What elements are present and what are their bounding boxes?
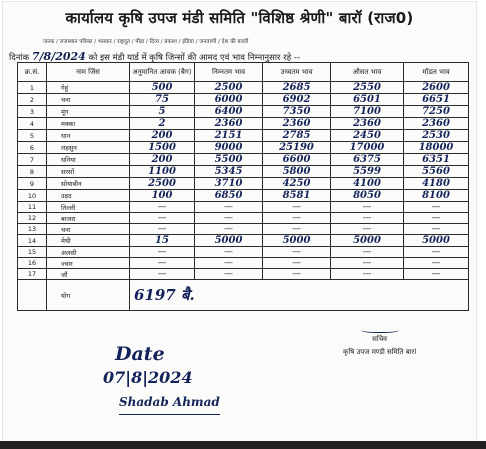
cell-min: 2500 (195, 82, 263, 94)
table-row (18, 118, 469, 130)
cell-avg: 2450 (331, 130, 404, 142)
cell-arrival: 100 (130, 190, 195, 202)
cell-min: — (195, 202, 263, 213)
cell-model: — (404, 258, 469, 269)
cell-avg: 2550 (331, 82, 404, 94)
cell-avg: — (331, 258, 404, 269)
cell-arrival: 200 (130, 130, 195, 142)
col-arrival: अनुमानित आवक (बैग) (130, 63, 195, 82)
cell-arrival: 1100 (130, 166, 195, 178)
cell-avg: — (331, 224, 404, 235)
cell-min: 5000 (195, 235, 263, 247)
cell-min: 3710 (195, 178, 263, 190)
cell-sno: 1 (18, 82, 47, 94)
cell-model: 7250 (404, 106, 469, 118)
cell-avg: 6375 (331, 154, 404, 166)
cell-crop: ज्वार (47, 258, 130, 269)
cell-crop: चना (47, 224, 130, 235)
cell-arrival: 2 (130, 118, 195, 130)
table-row (18, 224, 469, 235)
col-avg-price: औसत भाव (331, 63, 404, 82)
cell-crop: मक्का (47, 118, 130, 130)
cell-sno: 4 (18, 118, 47, 130)
cell-model: — (404, 224, 469, 235)
cell-crop: गेहूं (47, 82, 130, 94)
cell-min: 6400 (195, 106, 263, 118)
cell-crop: लहसुन (47, 142, 130, 154)
cell-max: 5000 (263, 235, 331, 247)
col-model-price: मॉडल भाव (404, 63, 469, 82)
cell-arrival: — (130, 247, 195, 258)
cell-model: 4180 (404, 178, 469, 190)
cell-max: — (263, 213, 331, 224)
cell-min: 6000 (195, 94, 263, 106)
total-label: योग (47, 280, 130, 311)
report-date: 7/8/2024 (31, 50, 86, 63)
cell-max: 5800 (263, 166, 331, 178)
handwritten-date: 07|8|2024 (103, 368, 193, 387)
cell-avg: — (331, 213, 404, 224)
cell-min: 5345 (195, 166, 263, 178)
total-sno-cell (18, 280, 47, 311)
cell-min: — (195, 258, 263, 269)
cell-model: 6651 (404, 94, 469, 106)
cell-avg: — (331, 247, 404, 258)
cell-min: — (195, 269, 263, 280)
cell-arrival: 5 (130, 106, 195, 118)
dark-border (0, 441, 486, 449)
handwritten-date-label: Date (115, 343, 165, 365)
cell-sno: 14 (18, 235, 47, 247)
cell-max: 7350 (263, 106, 331, 118)
cell-arrival: — (130, 258, 195, 269)
cell-sno: 6 (18, 142, 47, 154)
signature-title: सचिव (372, 335, 388, 343)
cell-sno: 10 (18, 190, 47, 202)
cell-sno: 16 (18, 258, 47, 269)
cell-min: 9000 (195, 142, 263, 154)
table-row (18, 202, 469, 213)
cell-avg: 6501 (331, 94, 404, 106)
cell-min: 2151 (195, 130, 263, 142)
cell-sno: 15 (18, 247, 47, 258)
cell-model: 2600 (404, 82, 469, 94)
cell-sno: 3 (18, 106, 47, 118)
cell-max: 6902 (263, 94, 331, 106)
col-crop: नाम जिंस (47, 63, 130, 82)
cell-max: 8581 (263, 190, 331, 202)
cell-max: 25190 (263, 142, 331, 154)
total-arrival: 6197 बै. (134, 286, 195, 304)
cell-crop: मेथी (47, 235, 130, 247)
cell-model: — (404, 269, 469, 280)
cell-sno: 7 (18, 154, 47, 166)
cell-sno: 12 (18, 213, 47, 224)
cell-model: — (404, 247, 469, 258)
secretary-signature (343, 326, 416, 359)
cell-min: — (195, 213, 263, 224)
cell-max: — (263, 269, 331, 280)
cell-crop: जौ (47, 269, 130, 280)
cell-min: 2360 (195, 118, 263, 130)
col-sno: क्र.सं. (18, 63, 47, 82)
cell-sno: 17 (18, 269, 47, 280)
cell-arrival: 200 (130, 154, 195, 166)
cell-sno: 11 (18, 202, 47, 213)
cell-avg: 2360 (331, 118, 404, 130)
cell-avg: 4100 (331, 178, 404, 190)
cell-min: 6850 (195, 190, 263, 202)
handwritten-name: Shadab Ahmad (119, 390, 220, 415)
table-row (18, 178, 469, 190)
cell-model: 6351 (404, 154, 469, 166)
cell-model: — (404, 202, 469, 213)
cell-crop: अलसी (47, 247, 130, 258)
cell-avg: — (331, 269, 404, 280)
total-row (18, 280, 469, 311)
newspaper-list: जनक / राजस्थान पत्रिका / भास्कर / राष्ट्रदूत / पीडा / दिव्य / प्रकाश / इंडिया / जनवाणी / देश की बजरी (43, 39, 249, 45)
cell-model: 18000 (404, 142, 469, 154)
cell-crop: उड़द (47, 190, 130, 202)
cell-model: — (404, 213, 469, 224)
col-max-price: उच्चतम भाव (263, 63, 331, 82)
cell-arrival: — (130, 202, 195, 213)
cell-arrival: — (130, 213, 195, 224)
table-row (18, 94, 469, 106)
cell-model: 5000 (404, 235, 469, 247)
cell-model: 5560 (404, 166, 469, 178)
table-row (18, 235, 469, 247)
cell-sno: 5 (18, 130, 47, 142)
cell-model: 2360 (404, 118, 469, 130)
table-row (18, 166, 469, 178)
table-header-row (18, 63, 469, 82)
table-row (18, 106, 469, 118)
cell-sno: 13 (18, 224, 47, 235)
cell-max: — (263, 247, 331, 258)
table-row (18, 190, 469, 202)
cell-arrival: — (130, 269, 195, 280)
cell-max: 2360 (263, 118, 331, 130)
signature-office: कृषि उपज मण्डी समिति बारां (343, 348, 417, 356)
cell-sno: 8 (18, 166, 47, 178)
table-row (18, 213, 469, 224)
report-sheet (3, 2, 476, 446)
col-min-price: निम्नतम भाव (195, 63, 263, 82)
office-title: कार्यालय कृषि उपज मंडी समिति "विशिष्ठ श्रेणी" बारॉ (राज0) (65, 9, 414, 27)
cell-max: 2785 (263, 130, 331, 142)
cell-max: — (263, 224, 331, 235)
cell-avg: — (331, 202, 404, 213)
cell-arrival: 500 (130, 82, 195, 94)
signature-mark (361, 326, 399, 333)
date-suffix: को इस मंडी यार्ड में कृषि जिन्सों की आमद एवं भाव निम्नानुसार रहे -- (88, 53, 301, 63)
cell-crop: धान (47, 130, 130, 142)
cell-arrival: — (130, 224, 195, 235)
cell-avg: 8050 (331, 190, 404, 202)
cell-avg: 17000 (331, 142, 404, 154)
total-cell (130, 280, 469, 311)
table-row (18, 82, 469, 94)
table-row (18, 247, 469, 258)
cell-max: 2685 (263, 82, 331, 94)
price-table (17, 62, 469, 311)
cell-sno: 2 (18, 94, 47, 106)
table-row (18, 258, 469, 269)
cell-avg: 7100 (331, 106, 404, 118)
cell-max: — (263, 202, 331, 213)
table-row (18, 130, 469, 142)
cell-model: 8100 (404, 190, 469, 202)
cell-min: — (195, 247, 263, 258)
cell-arrival: 1500 (130, 142, 195, 154)
cell-model: 2530 (404, 130, 469, 142)
cell-avg: 5000 (331, 235, 404, 247)
table-row (18, 154, 469, 166)
cell-crop: बाजरा (47, 213, 130, 224)
table-row (18, 142, 469, 154)
cell-max: 4250 (263, 178, 331, 190)
cell-max: — (263, 258, 331, 269)
cell-crop: सरसों (47, 166, 130, 178)
cell-crop: मूंग (47, 106, 130, 118)
date-prefix: दिनांक (9, 53, 30, 63)
cell-arrival: 2500 (130, 178, 195, 190)
cell-min: 5500 (195, 154, 263, 166)
cell-max: 6600 (263, 154, 331, 166)
cell-arrival: 75 (130, 94, 195, 106)
cell-avg: 5599 (331, 166, 404, 178)
cell-min: — (195, 224, 263, 235)
table-row (18, 269, 469, 280)
cell-crop: तिल्ली (47, 202, 130, 213)
cell-crop: धनिया (47, 154, 130, 166)
cell-arrival: 15 (130, 235, 195, 247)
cell-sno: 9 (18, 178, 47, 190)
cell-crop: चना (47, 94, 130, 106)
cell-crop: सोयाबीन (47, 178, 130, 190)
